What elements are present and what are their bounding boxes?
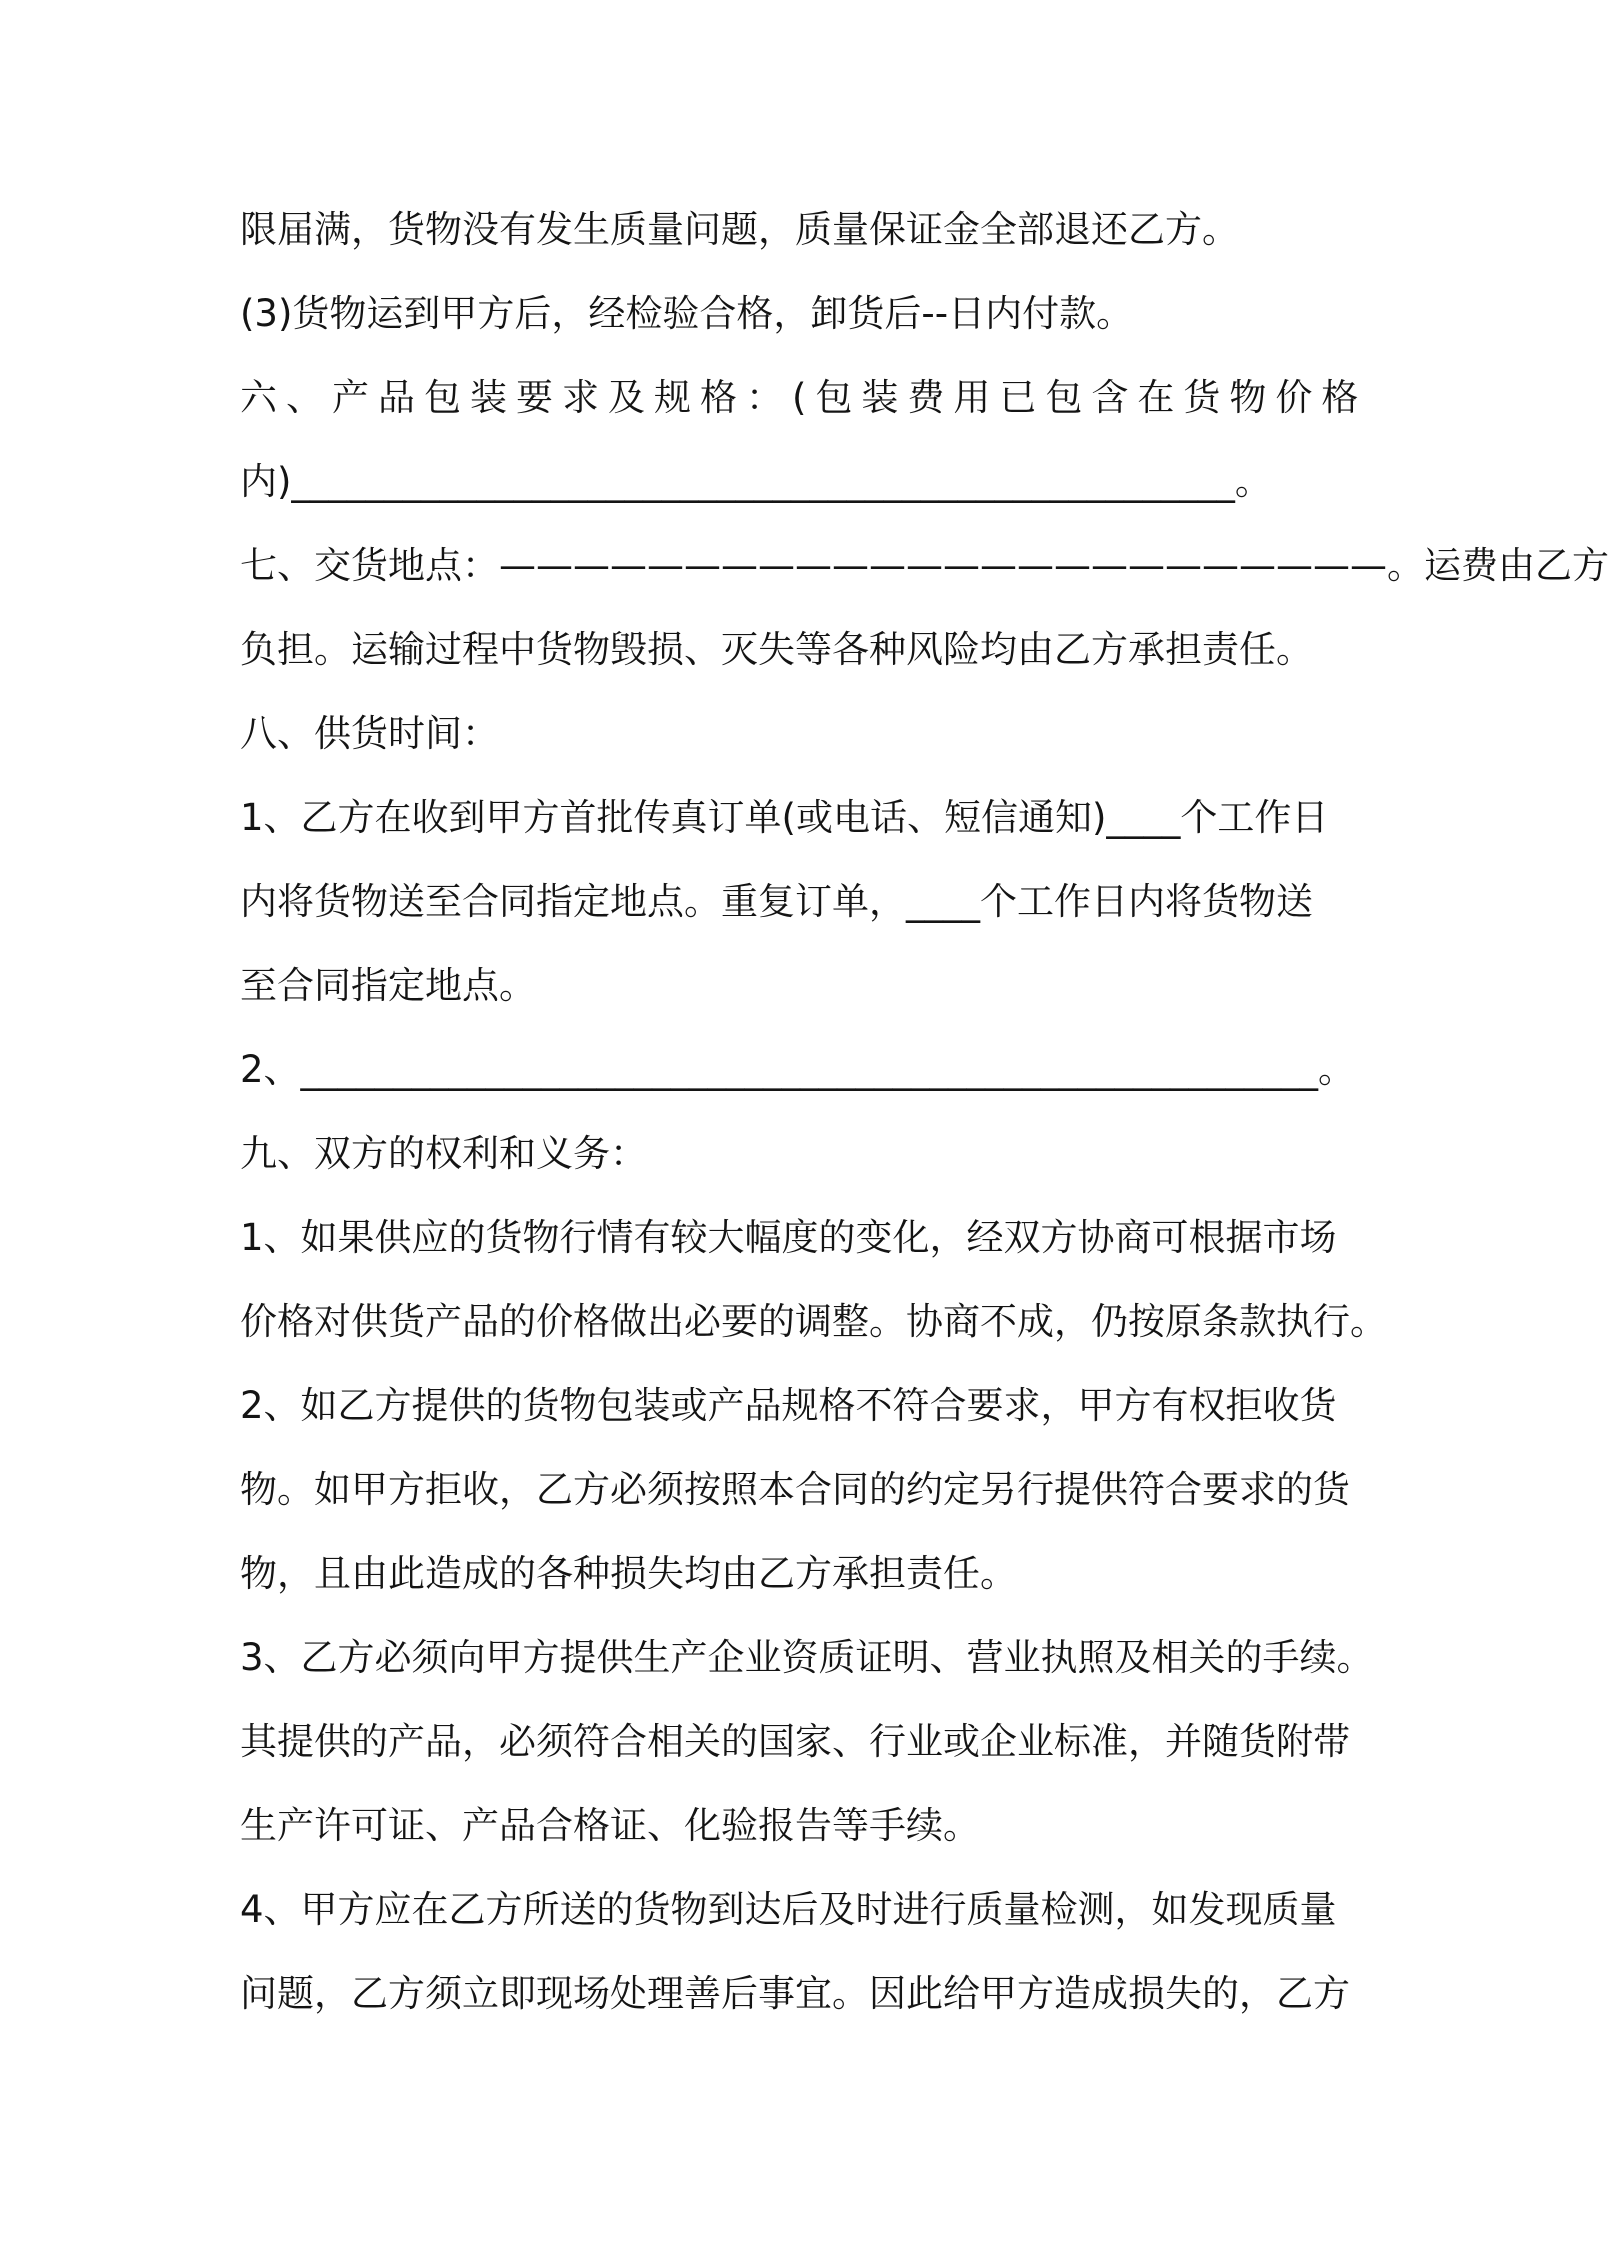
text-line: 限届满，货物没有发生质量问题，质量保证金全部退还乙方。 — [240, 208, 1239, 251]
text-line: 2、_______________________________________________________。 — [240, 1048, 1356, 1091]
text-line: 问题，乙方须立即现场处理善后事宜。因此给甲方造成损失的，乙方 — [240, 1972, 1350, 2015]
text-line: 1、乙方在收到甲方首批传真订单(或电话、短信通知)____个工作日 — [240, 796, 1329, 839]
text-line: 1、如果供应的货物行情有较大幅度的变化，经双方协商可根据市场 — [240, 1216, 1337, 1259]
section-heading: 八、供货时间： — [240, 712, 499, 755]
text-line: 生产许可证、产品合格证、化验报告等手续。 — [240, 1804, 980, 1847]
section-heading: 七、交货地点：————————————————————————。运费由乙方 — [240, 544, 1609, 587]
text-line: 3、乙方必须向甲方提供生产企业资质证明、营业执照及相关的手续。 — [240, 1636, 1374, 1679]
text-line: 物，且由此造成的各种损失均由乙方承担责任。 — [240, 1552, 1017, 1595]
section-heading: 六、产品包装要求及规格：(包装费用已包含在货物价格 — [240, 376, 1368, 419]
text-line: 内)___________________________________________________。 — [240, 460, 1272, 503]
text-line: 其提供的产品，必须符合相关的国家、行业或企业标准，并随货附带 — [240, 1720, 1350, 1763]
text-line: 4、甲方应在乙方所送的货物到达后及时进行质量检测，如发现质量 — [240, 1888, 1337, 1931]
text-line: 至合同指定地点。 — [240, 964, 536, 1007]
text-line: 2、如乙方提供的货物包装或产品规格不符合要求，甲方有权拒收货 — [240, 1384, 1337, 1427]
text-line: 物。如甲方拒收，乙方必须按照本合同的约定另行提供符合要求的货 — [240, 1468, 1350, 1511]
text-line: (3)货物运到甲方后，经检验合格，卸货后--日内付款。 — [240, 292, 1134, 335]
section-heading: 九、双方的权利和义务： — [240, 1132, 647, 1175]
text-line: 价格对供货产品的价格做出必要的调整。协商不成，仍按原条款执行。 — [240, 1300, 1387, 1343]
text-line: 内将货物送至合同指定地点。重复订单，____个工作日内将货物送 — [240, 880, 1313, 923]
text-line: 负担。运输过程中货物毁损、灭失等各种风险均由乙方承担责任。 — [240, 628, 1313, 671]
